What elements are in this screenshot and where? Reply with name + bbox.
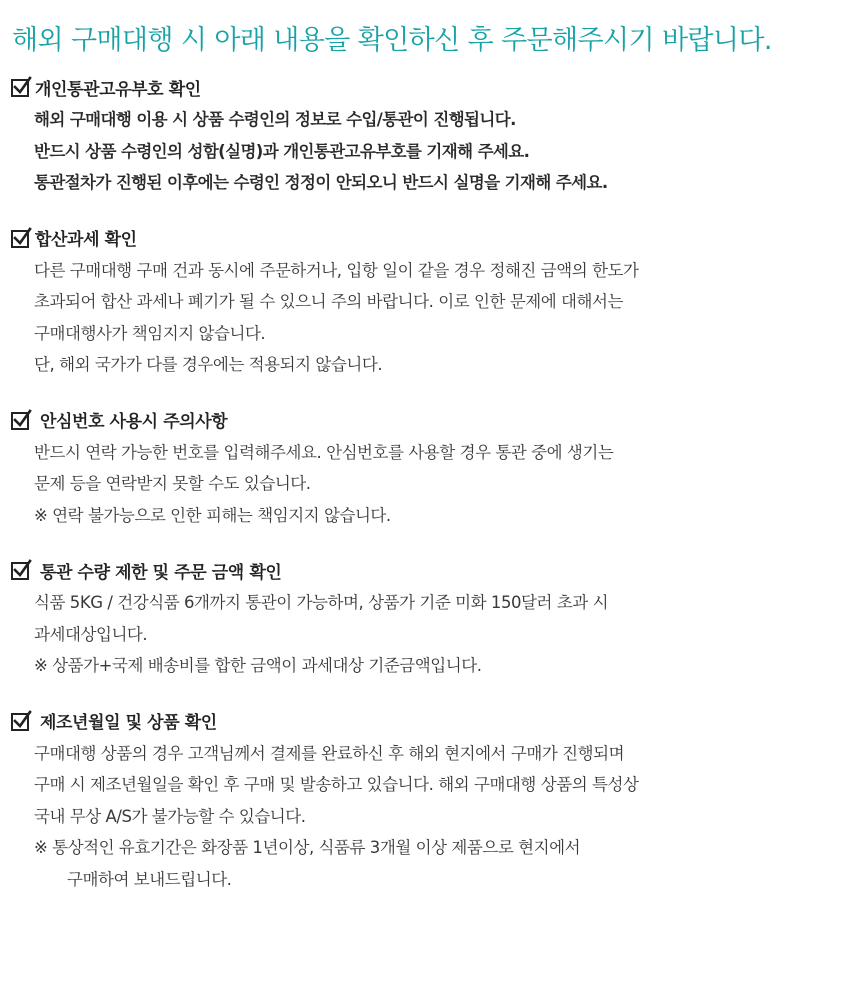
body-line: ※ 상품가+국제 배송비를 합한 금액이 과세대상 기준금액입니다. (34, 656, 482, 675)
body-line: 구매하여 보내드립니다. (67, 869, 232, 889)
page-title: 해외 구매대행 시 아래 내용을 확인하신 후 주문해주시기 바랍니다. (12, 25, 772, 56)
section-title-text: 안심번호 사용시 주의사항 (40, 412, 228, 432)
section-body (10, 104, 850, 199)
section-title (10, 70, 850, 104)
body-line: 과세대상입니다. (34, 624, 148, 644)
section-title (10, 221, 850, 255)
body-line: 통관절차가 진행된 이후에는 수령인 정정이 안되오니 반드시 실명을 기재해 주세요. (34, 173, 608, 192)
section-title (10, 403, 850, 437)
section-manufacture-date (10, 704, 850, 896)
section-quantity-limit (10, 553, 850, 682)
body-line: 구매대행 상품의 경우 고객님께서 결제를 완료하신 후 해외 현지에서 구매가 진행되며 (34, 743, 625, 763)
section-body (10, 437, 850, 532)
section-title-text: 제조년월일 및 상품 확인 (40, 713, 217, 733)
checkbox-checked-icon (10, 227, 32, 249)
body-line: 다른 구매대행 구매 건과 동시에 주문하거나, 입항 일이 같을 경우 정해진 금액의 한도가 (34, 260, 639, 280)
section-title-text: 개인통관고유부호 확인 (35, 79, 201, 100)
section-body (10, 587, 850, 682)
body-line: 식품 5KG / 건강식품 6개까지 통관이 가능하며, 상품가 기준 미화 150달러 초과 시 (34, 593, 609, 612)
section-title-text: 통관 수량 제한 및 주문 금액 확인 (40, 562, 282, 583)
body-line: 단, 해외 국가가 다를 경우에는 적용되지 않습니다. (34, 355, 383, 374)
section-body (10, 738, 850, 896)
checkbox-checked-icon (10, 559, 32, 581)
body-line: ※ 통상적인 유효기간은 화장품 1년이상, 식품류 3개월 이상 제품으로 현지에서 (34, 838, 581, 857)
body-line: ※ 연락 불가능으로 인한 피해는 책임지지 않습니다. (34, 505, 391, 525)
section-title (10, 553, 850, 587)
checkbox-checked-icon (10, 409, 32, 431)
section-title (10, 704, 850, 738)
body-line: 국내 무상 A/S가 불가능할 수 있습니다. (34, 806, 306, 826)
checkbox-checked-icon (10, 710, 32, 732)
body-line: 해외 구매대행 이용 시 상품 수령인의 정보로 수입/통관이 진행됩니다. (34, 110, 516, 129)
section-body (10, 255, 850, 381)
body-line: 초과되어 합산 과세나 폐기가 될 수 있으니 주의 바랍니다. 이로 인한 문제에 대해서는 (34, 292, 623, 311)
body-line: 반드시 상품 수령인의 성함(실명)과 개인통관고유부호를 기재해 주세요. (34, 141, 530, 161)
section-combined-tax (10, 221, 850, 381)
body-line: 구매대행사가 책임지지 않습니다. (34, 323, 266, 343)
section-title-text: 합산과세 확인 (35, 230, 137, 250)
section-customs-code (10, 70, 850, 199)
section-safe-number (10, 403, 850, 532)
body-line: 문제 등을 연락받지 못할 수도 있습니다. (34, 474, 311, 493)
checkbox-checked-icon (10, 76, 32, 98)
body-line: 구매 시 제조년월일을 확인 후 구매 및 발송하고 있습니다. 해외 구매대행 상품의 특성상 (34, 775, 639, 794)
body-line: 반드시 연락 가능한 번호를 입력해주세요. 안심번호를 사용할 경우 통관 중에 생기는 (34, 442, 614, 462)
